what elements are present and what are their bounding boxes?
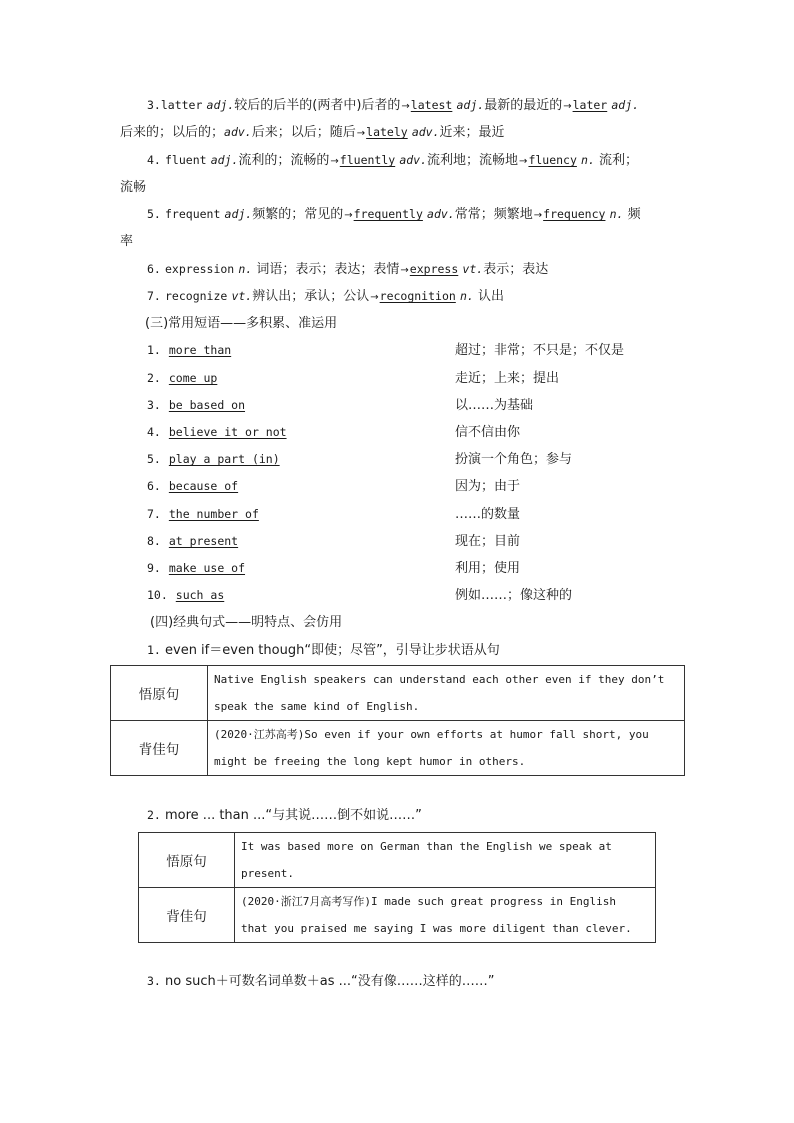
phrase-meaning: ……的数量 xyxy=(455,507,521,522)
phrase-item: 2. come up xyxy=(147,371,218,385)
phrase-meaning: 超过；非常；不只是；不仅是 xyxy=(455,343,625,358)
sentence-table xyxy=(110,665,685,776)
phrase-item: 3. be based on xyxy=(147,398,246,412)
phrase-item: 6. because of xyxy=(147,479,239,493)
item-number: 3. xyxy=(147,98,161,112)
pattern-heading: 1. even if＝even though“即使；尽管”，引导让步状语从句 xyxy=(147,643,500,658)
derived-word: frequently xyxy=(353,207,423,221)
example-sentence: Native English speakers can understand each other even if they don’t speak the same kind of English. xyxy=(208,666,685,721)
derived-word: fluently xyxy=(339,153,396,167)
phrase-meaning: 因为；由于 xyxy=(455,479,521,494)
table-label: 悟原句 xyxy=(111,666,208,721)
derived-word: frequency xyxy=(543,207,606,221)
vocab-item-3-cont: 后来的；以后的；adv.后来；以后；随后→lately adv.近来；最近 xyxy=(120,125,505,140)
phrase-item: 9. make use of xyxy=(147,561,246,575)
vocab-item-5: 5. frequent adj.频繁的；常见的→frequently adv.常常；频繁地→frequency n. 频 xyxy=(147,207,641,222)
head-word: expression xyxy=(165,262,235,276)
derived-word: lately xyxy=(366,125,408,139)
vocab-item-4: 4. fluent adj.流利的；流畅的→fluently adv.流利地；流畅地→fluency n. 流利； xyxy=(147,153,639,168)
phrase-item: 5. play a part (in) xyxy=(147,452,280,466)
phrase-item: 10. such as xyxy=(147,588,225,602)
phrase-meaning: 信不信由你 xyxy=(455,425,521,440)
arrow-icon: → xyxy=(370,292,379,303)
arrow-icon: → xyxy=(400,265,409,276)
derived-word: fluency xyxy=(528,153,577,167)
derived-word: recognition xyxy=(379,289,456,303)
arrow-icon: → xyxy=(533,210,543,221)
arrow-icon: → xyxy=(401,101,410,112)
table-label: 背佳句 xyxy=(111,721,208,776)
example-sentence: (2020·江苏高考)So even if your own efforts at humor fall short, you might be freeing the long kept humor in others. xyxy=(208,721,685,776)
vocab-item-7: 7. recognize vt.辨认出；承认；公认→recognition n. 认出 xyxy=(147,289,504,304)
arrow-icon: → xyxy=(519,156,528,167)
arrow-icon: → xyxy=(344,210,353,221)
section-title: (三)常用短语——多积累、准运用 xyxy=(145,316,338,331)
phrase-item: 4. believe it or not xyxy=(147,425,287,439)
arrow-icon: → xyxy=(356,128,366,139)
vocab-item-3: 3.latter adj.较后的后半的(两者中)后者的→latest adj.最新的最近的→later adj. xyxy=(147,98,640,113)
table-label: 背佳句 xyxy=(139,888,235,943)
table-label: 悟原句 xyxy=(139,833,235,888)
phrase-meaning: 走近；上来；提出 xyxy=(455,371,560,386)
vocab-item-4-cont: 流畅 xyxy=(120,180,147,195)
example-sentence: It was based more on German than the English we speak at present. xyxy=(235,833,656,888)
derived-word: express xyxy=(409,262,459,276)
phrase-meaning: 例如……；像这种的 xyxy=(455,588,573,603)
vocab-item-6: 6. expression n. 词语；表示；表达；表情→express vt.表示；表达 xyxy=(147,262,549,277)
phrase-meaning: 扮演一个角色；参与 xyxy=(455,452,573,467)
example-sentence: (2020·浙江7月高考写作)I made such great progress in English that you praised me saying I was more diligent than clever. xyxy=(235,888,656,943)
arrow-icon: → xyxy=(330,156,339,167)
head-word: fluent xyxy=(165,153,207,167)
head-word: frequent xyxy=(165,207,221,221)
phrase-item: 8. at present xyxy=(147,534,239,548)
vocab-item-5-cont: 率 xyxy=(120,234,134,249)
head-word: recognize xyxy=(165,289,228,303)
pattern-heading: 2. more ... than ...“与其说……倒不如说……” xyxy=(147,808,422,823)
phrase-meaning: 以……为基础 xyxy=(455,398,534,413)
phrase-meaning: 利用；使用 xyxy=(455,561,521,576)
pattern-heading: 3. no such＋可数名词单数＋as ...“没有像……这样的……” xyxy=(147,974,495,989)
sentence-table xyxy=(138,832,656,943)
phrase-meaning: 现在；目前 xyxy=(455,534,521,549)
derived-word: latest xyxy=(410,98,453,112)
arrow-icon: → xyxy=(563,101,572,112)
phrase-item: 7. the number of xyxy=(147,507,259,521)
section-title: (四)经典句式——明特点、会仿用 xyxy=(150,615,343,630)
derived-word: later xyxy=(572,98,608,112)
phrase-item: 1. more than xyxy=(147,343,232,357)
head-word: latter xyxy=(160,98,203,112)
